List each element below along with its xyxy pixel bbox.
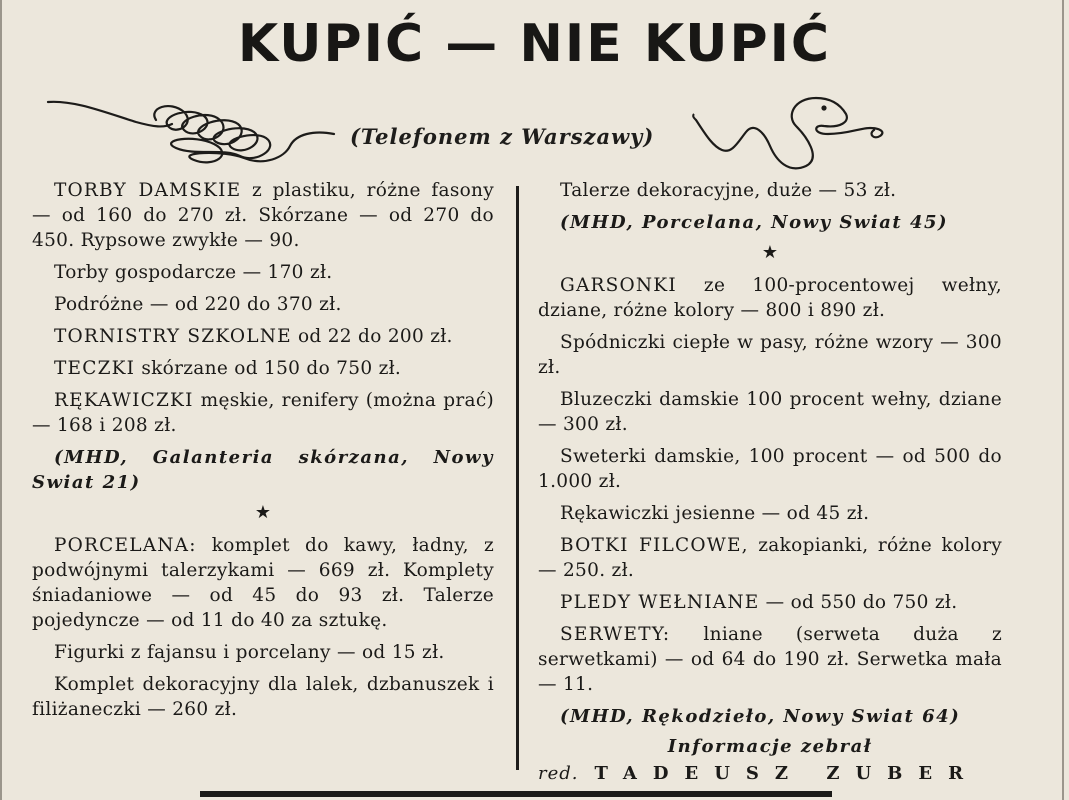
paragraph-tornistry [32,324,494,349]
item-heading: TORBY DAMSKIE [54,180,242,201]
paragraph-pledy [538,590,1002,615]
left-column [32,178,494,729]
column-divider [516,186,519,770]
star-separator-right: ★ [761,242,779,263]
paragraph-komplet-dla-lalek: Komplet dekoracyjny dla lalek, dzbanuszek i filiżaneczki — 260 zł. [32,674,494,720]
item-heading: TECZKI [54,358,136,379]
item-text: męskie, renifery (można prać) — 168 i 208 zł. [32,390,494,436]
item-text: lniane (serweta duża z serwetkami) — od 64 do 190 zł. Serwetka mała — 11. [538,624,1002,695]
item-text: zakopianki, różne kolory — 250. zł. [538,535,1002,581]
item-text: z plastiku, różne fasony — od 160 do 270 zł. Skórzane — od 270 do 450. Rypsowe zwykłe — 90. [32,180,495,251]
item-heading: PORCELANA: [54,535,197,556]
paragraph-teczki [32,356,494,381]
star-separator-left: ★ [254,502,272,523]
paragraph-torby-damskie [32,178,494,253]
source-mhd-rekodzielo: (MHD, Rękodzieło, Nowy Swiat 64) [560,706,961,727]
author-name: TADEUSZ ZUBER [594,763,980,784]
item-text: od 22 do 200 zł. [291,326,453,347]
item-heading: BOTKI FILCOWE, [560,535,749,556]
right-edge-line [1062,0,1064,800]
item-text: komplet do kawy, ładny, z podwójnymi talerzykami — 669 zł. Komplety śniadaniowe — od 45 do 93 zł. Talerze pojedyncze — od 11 do 40 za sztukę. [32,535,494,631]
paragraph-spodniczki: Spódniczki ciepłe w pasy, różne wzory — 300 zł. [538,332,1002,378]
credit-line: Informacje zebrał [667,736,873,757]
item-heading: PLEDY WEŁNIANE [560,592,760,613]
paragraph-podrozne: Podróżne — od 220 do 370 zł. [54,294,342,315]
author-credit [538,763,1002,784]
source-mhd-porcelana: (MHD, Porcelana, Nowy Swiat 45) [560,212,949,233]
paragraph-serwety [538,622,1002,697]
right-column [538,178,1002,784]
paragraph-porcelana [32,533,494,633]
left-edge-line [0,0,2,800]
source-mhd-galanteria: (MHD, Galanteria skórzana, Nowy Swiat 21) [32,447,494,493]
paragraph-botki [538,533,1002,583]
paragraph-rekawiczki [32,388,494,438]
subtitle: (Telefonem z Warszawy) [350,124,655,149]
paragraph-torby-gospodarcze: Torby gospodarcze — 170 zł. [54,262,333,283]
editor-prefix: red. [538,763,579,784]
item-heading: RĘKAWICZKI [54,390,194,411]
scribble-ornament-left [44,94,344,184]
paragraph-rekawiczki-jesienne: Rękawiczki jesienne — od 45 zł. [560,503,870,524]
paragraph-figurki: Figurki z fajansu i porcelany — od 15 zł. [54,642,445,663]
item-heading: GARSONKI [560,275,677,296]
paragraph-bluzeczki: Bluzeczki damskie 100 procent wełny, dziane — 300 zł. [538,389,1002,435]
headline: KUPIĆ — NIE KUPIĆ [237,14,832,74]
bottom-rule [200,791,832,797]
item-text: skórzane od 150 do 750 zł. [135,358,402,379]
paragraph-garsonki [538,273,1002,323]
paragraph-sweterki: Sweterki damskie, 100 procent — od 500 do 1.000 zł. [538,446,1002,492]
item-text: ze 100-procentowej wełny, dziane, różne kolory — 800 i 890 zł. [538,275,1002,321]
paragraph-talerze-dekoracyjne: Talerze dekoracyjne, duże — 53 zł. [560,180,897,201]
item-text: — od 550 do 750 zł. [759,592,958,613]
item-heading: SERWETY: [560,624,671,645]
snake-ornament-right [690,92,890,182]
item-heading: TORNISTRY SZKOLNE [54,326,292,347]
